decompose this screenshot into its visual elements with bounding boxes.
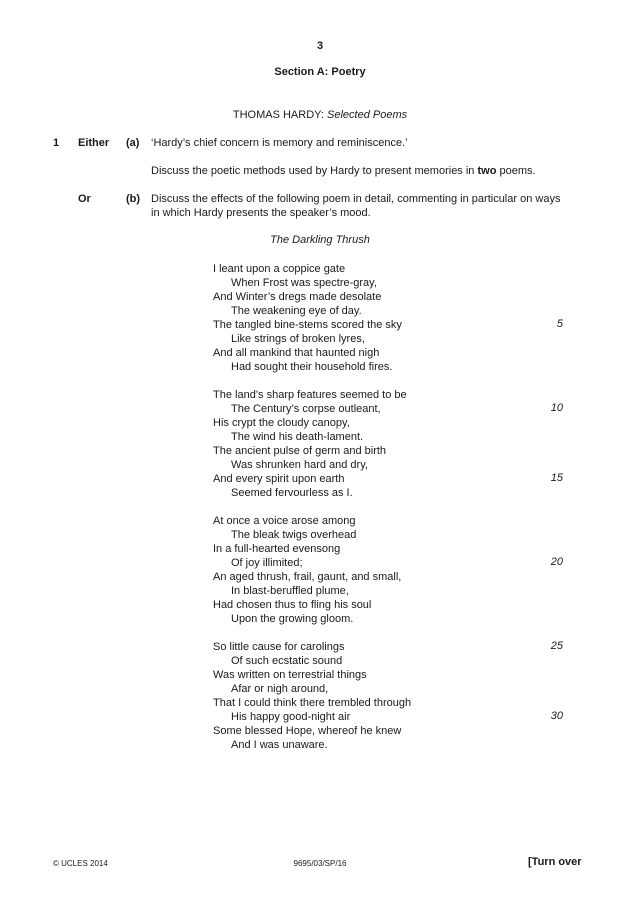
poem-line: Had sought their household fires. xyxy=(231,361,393,373)
poem-line: The land’s sharp features seemed to be xyxy=(213,389,407,401)
copyright: © UCLES 2014 xyxy=(53,859,108,868)
part-a-task xyxy=(151,164,536,178)
poem-line: And Winter’s dregs made desolate xyxy=(213,291,382,303)
poem-line: In a full-hearted evensong xyxy=(213,543,341,555)
or-label: Or xyxy=(78,193,91,205)
line-number: 30 xyxy=(550,710,563,722)
poem-line: Of such ecstatic sound xyxy=(231,655,343,667)
poem-line: Upon the growing gloom. xyxy=(231,613,354,625)
line-number: 25 xyxy=(550,640,563,652)
part-a-task-after: poems. xyxy=(499,165,536,177)
either-label: Either xyxy=(78,137,110,149)
line-number: 15 xyxy=(550,472,563,484)
poem-line: Like strings of broken lyres, xyxy=(231,333,365,345)
poem-line: Afar or nigh around, xyxy=(231,683,329,695)
line-number: 10 xyxy=(550,402,563,414)
poem-line: The weakening eye of day. xyxy=(231,305,362,317)
poem-line: His crypt the cloudy canopy, xyxy=(213,417,350,429)
poem-line: Some blessed Hope, whereof he knew xyxy=(213,725,402,737)
poem-line: Had chosen thus to fling his soul xyxy=(213,599,372,611)
question-number: 1 xyxy=(53,137,60,149)
line-number: 5 xyxy=(556,318,563,330)
part-b-line-2: in which Hardy presents the speaker’s mood. xyxy=(151,207,371,219)
poem-line: His happy good-night air xyxy=(231,711,351,723)
turn-over: [Turn over xyxy=(528,856,582,868)
text-author: THOMAS HARDY: xyxy=(232,109,324,121)
section-title: Section A: Poetry xyxy=(274,66,366,78)
part-a-task-bold: two xyxy=(477,165,497,177)
poem-line: And all mankind that haunted nigh xyxy=(213,347,380,359)
poem-line: In blast-beruffled plume, xyxy=(231,585,349,597)
poem-line: And I was unaware. xyxy=(231,739,328,751)
line-number: 20 xyxy=(550,556,563,568)
poem-line: Was written on terrestrial things xyxy=(213,669,367,681)
poem-line: I leant upon a coppice gate xyxy=(213,263,346,275)
poem-line: At once a voice arose among xyxy=(213,515,356,527)
poem-line: An aged thrush, frail, gaunt, and small, xyxy=(213,571,402,583)
text-heading xyxy=(0,109,640,121)
text-title: Selected Poems xyxy=(327,109,408,121)
poem-line: The ancient pulse of germ and birth xyxy=(213,445,387,457)
poem-line: So little cause for carolings xyxy=(213,641,345,653)
document-code: 9695/03/SP/16 xyxy=(293,859,347,868)
poem-line: The Century’s corpse outleant, xyxy=(231,403,381,415)
poem-line: And every spirit upon earth xyxy=(213,473,345,485)
poem-line: Was shrunken hard and dry, xyxy=(231,459,368,471)
poem-line: The bleak twigs overhead xyxy=(231,529,357,541)
poem-line: Seemed fervourless as I. xyxy=(231,487,353,499)
part-b-label: (b) xyxy=(126,193,141,205)
poem-line: The wind his death-lament. xyxy=(231,431,364,443)
poem-line: When Frost was spectre-gray, xyxy=(231,277,377,289)
page-number: 3 xyxy=(316,40,324,52)
poem-line: The tangled bine-stems scored the sky xyxy=(213,319,402,331)
poem-line: Of joy illimited; xyxy=(231,557,303,569)
poem-line: That I could think there trembled through xyxy=(213,697,412,709)
part-a-label: (a) xyxy=(126,137,140,149)
part-a-task-before: Discuss the poetic methods used by Hardy to present memories in xyxy=(151,165,475,177)
part-b-line-1: Discuss the effects of the following poem in detail, commenting in particular on ways xyxy=(151,193,561,205)
poem-title: The Darkling Thrush xyxy=(270,234,370,246)
part-a-quote: ‘Hardy’s chief concern is memory and reminiscence.’ xyxy=(151,137,408,149)
